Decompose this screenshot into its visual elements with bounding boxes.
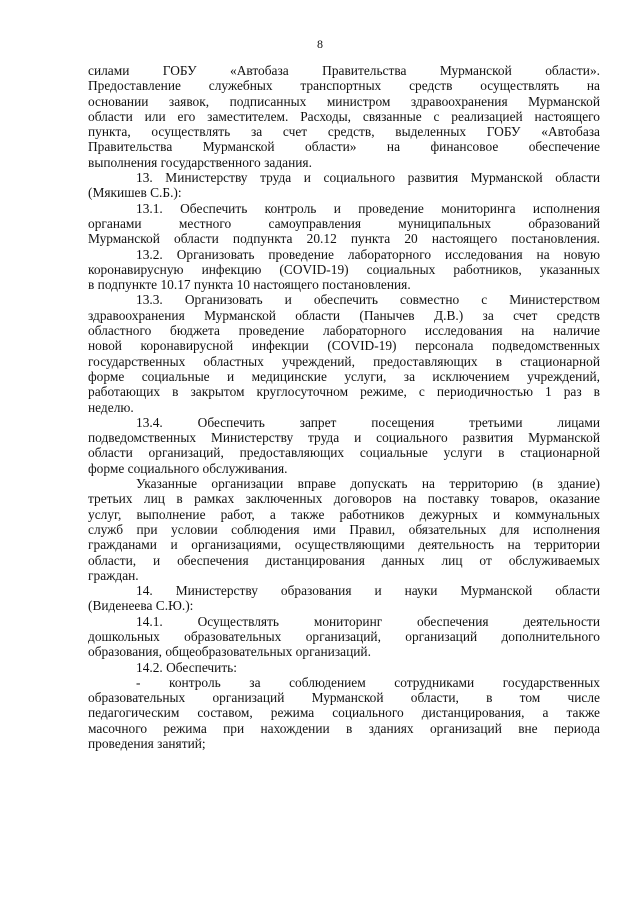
text-line: новой коронавирусной инфекции (COVID-19) персонала подведомственных bbox=[88, 338, 600, 354]
text-line: (Мякишев С.Б.): bbox=[88, 185, 182, 201]
text-line: третьих лиц в рамках заключенных договоров на поставку товаров, оказание bbox=[88, 491, 600, 507]
text-line: области, и обеспечения дистанцирования данных лиц от обслуживаемых bbox=[88, 552, 600, 568]
document-body bbox=[88, 63, 600, 751]
text-line: государственных областных учреждений, предоставляющих в стационарной bbox=[88, 353, 600, 369]
text-line: подведомственных Министерству труда и социального развития Мурманской bbox=[88, 430, 600, 446]
text-line: области или его заместителем. Расходы, связанные с реализацией настоящего bbox=[88, 108, 600, 124]
text-line: Предоставление служебных транспортных средств осуществлять на bbox=[88, 78, 600, 94]
text-line: силами ГОБУ «Автобаза Правительства Мурманской области». bbox=[88, 63, 600, 78]
text-line: здравоохранения Мурманской области (Панычев Д.В.) за счет средств bbox=[88, 307, 600, 323]
text-line: 14.2. Обеспечить: bbox=[136, 659, 238, 675]
text-line: педагогическим составом, режима социального дистанцирования, а также bbox=[88, 705, 600, 721]
text-line: проведения занятий; bbox=[88, 736, 206, 752]
text-line: форме социальные и медицинские услуги, за исключением учреждений, bbox=[88, 368, 600, 384]
text-line: услуг, выполнение работ, а также работников дежурных и коммунальных bbox=[88, 506, 600, 522]
text-line: гражданами и организациями, осуществляющими деятельность на территории bbox=[88, 537, 600, 553]
text-line: граждан. bbox=[88, 567, 139, 583]
page-number: 8 bbox=[317, 37, 323, 51]
text-line: Мурманской области подпункта 20.12 пункта 20 настоящего постановления. bbox=[88, 231, 600, 247]
text-line: 13.3. Организовать и обеспечить совместно с Министерством bbox=[136, 292, 600, 308]
text-line: дошкольных образовательных организаций, организаций дополнительного bbox=[88, 628, 600, 644]
text-line: образовательных организаций Мурманской области, в том числе bbox=[88, 690, 600, 706]
text-line: форме социального обслуживания. bbox=[88, 460, 288, 476]
text-line: 13.4. Обеспечить запрет посещения третьими лицами bbox=[136, 414, 600, 430]
text-line: 13.2. Организовать проведение лабораторного исследования на новую bbox=[136, 246, 600, 262]
text-line: Указанные организации вправе допускать на территорию (в здание) bbox=[136, 476, 600, 492]
text-line: (Виденеева С.Ю.): bbox=[88, 598, 194, 614]
text-line: - контроль за соблюдением сотрудниками государственных bbox=[136, 674, 600, 690]
text-line: выполнения государственного задания. bbox=[88, 154, 312, 170]
text-line: образования, общеобразовательных организаций. bbox=[88, 644, 371, 660]
text-line: коронавирусную инфекцию (COVID-19) социальных работников, указанных bbox=[88, 261, 600, 277]
text-line: пункта, осуществлять за счет средств, выделенных ГОБУ «Автобаза bbox=[88, 124, 600, 140]
text-line: области организаций, предоставляющих социальные услуги в стационарной bbox=[88, 445, 600, 461]
text-line: 14. Министерству образования и науки Мурманской области bbox=[136, 583, 600, 599]
text-line: работающих в закрытом круглосуточном режиме, с периодичностью 1 раз в bbox=[88, 384, 600, 400]
text-line: областного бюджета проведение лабораторного исследования на наличие bbox=[88, 323, 600, 339]
text-line: служб при условии соблюдения ими Правил, обязательных для исполнения bbox=[88, 521, 600, 537]
text-line: 14.1. Осуществлять мониторинг обеспечения деятельности bbox=[136, 613, 600, 629]
text-line: 13. Министерству труда и социального развития Мурманской области bbox=[136, 170, 600, 186]
text-line: неделю. bbox=[88, 399, 134, 415]
text-line: основании заявок, подписанных министром здравоохранения Мурманской bbox=[88, 93, 600, 109]
text-line: 13.1. Обеспечить контроль и проведение мониторинга исполнения bbox=[136, 200, 600, 216]
text-line: Правительства Мурманской области» на финансовое обеспечение bbox=[88, 139, 600, 155]
text-line: масочного режима при нахождении в зданиях организаций вне периода bbox=[88, 720, 600, 736]
text-line: в подпункте 10.17 пункта 10 настоящего постановления. bbox=[88, 277, 411, 293]
text-line: органами местного самоуправления муниципальных образований bbox=[88, 215, 600, 231]
